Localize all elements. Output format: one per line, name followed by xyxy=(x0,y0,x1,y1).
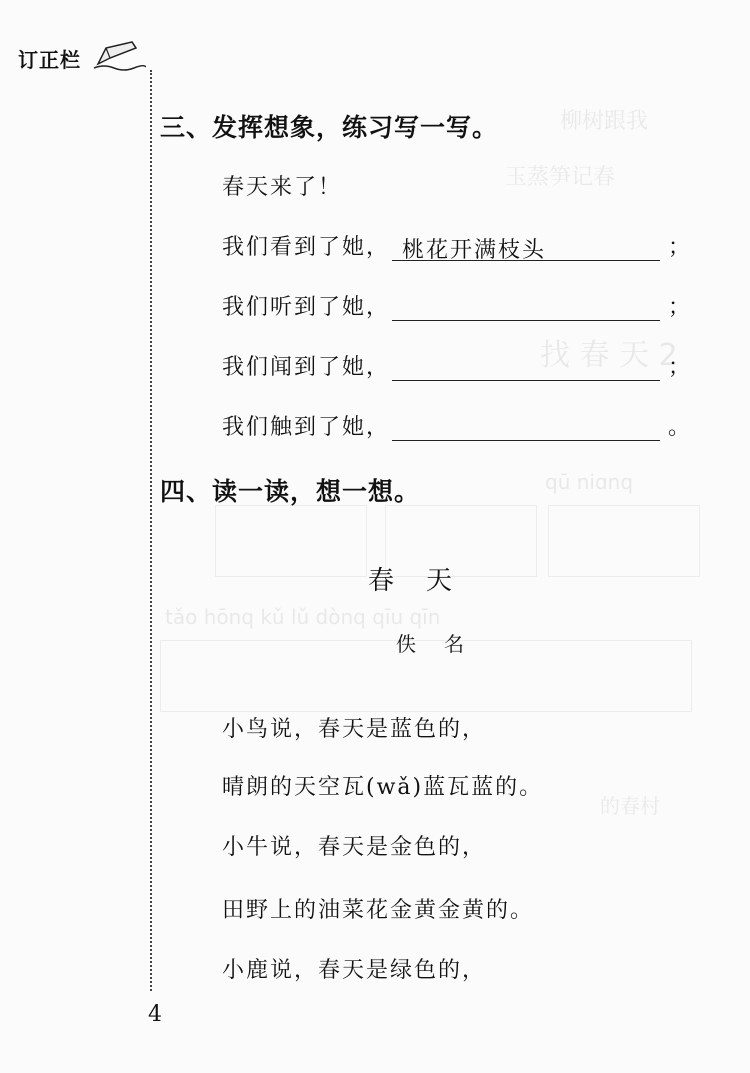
poem-line: 小牛说，春天是金色的， xyxy=(222,835,487,860)
poem-line: 小鹿说，春天是绿色的， xyxy=(222,958,487,983)
answer-field[interactable] xyxy=(392,293,660,321)
answer-field[interactable]: 桃花开满枝头 xyxy=(392,233,660,261)
bleed-through-text: 的春村 xyxy=(600,794,660,818)
section-3-intro: 春天来了！ xyxy=(222,175,343,200)
fill-row-end: ； xyxy=(668,235,693,260)
bleed-through-text: 玉蒸笋记春 xyxy=(505,165,616,190)
fill-row-end: 。 xyxy=(668,415,693,440)
fill-row-prompt: 我们看到了她， xyxy=(222,235,391,260)
fill-row-prompt: 我们触到了她， xyxy=(222,415,391,440)
bleed-through-text: qū niɑnq xyxy=(545,470,634,494)
pencil-icon xyxy=(92,38,146,72)
margin-label: 订正栏 xyxy=(18,48,81,72)
poem-title: 春天 xyxy=(368,566,485,596)
fill-row-prompt: 我们听到了她， xyxy=(222,295,391,320)
section-4-title: 四、读一读，想一想。 xyxy=(160,477,421,506)
fill-row-end: ； xyxy=(668,295,693,320)
bleed-through-text: 柳树跟我 xyxy=(560,109,649,134)
answer-field[interactable] xyxy=(392,413,660,441)
bleed-through-box xyxy=(548,505,700,577)
bleed-through-text: 找 春 天 2 xyxy=(540,338,678,373)
fill-row xyxy=(222,230,692,261)
fill-row xyxy=(222,410,692,441)
fill-row xyxy=(222,290,692,321)
fill-row-end: ； xyxy=(668,355,693,380)
margin-divider xyxy=(150,70,152,991)
page-number: 4 xyxy=(148,1002,162,1027)
answer-field[interactable] xyxy=(392,353,660,381)
section-3-title: 三、发挥想象，练习写一写。 xyxy=(160,113,499,142)
poem-line: 田野上的油菜花金黄金黄的。 xyxy=(222,898,535,923)
poem-line: 小鸟说，春天是蓝色的， xyxy=(222,717,487,742)
fill-row-prompt: 我们闻到了她， xyxy=(222,355,391,380)
poem-line: 晴朗的天空瓦(wǎ)蓝瓦蓝的。 xyxy=(222,775,544,800)
bleed-through-box xyxy=(215,505,367,577)
bleed-through-text: tǎo hōnq kǔ lǔ dònq qīu qīn xyxy=(165,605,441,629)
fill-row xyxy=(222,350,692,381)
poem-author: 佚名 xyxy=(396,632,492,656)
